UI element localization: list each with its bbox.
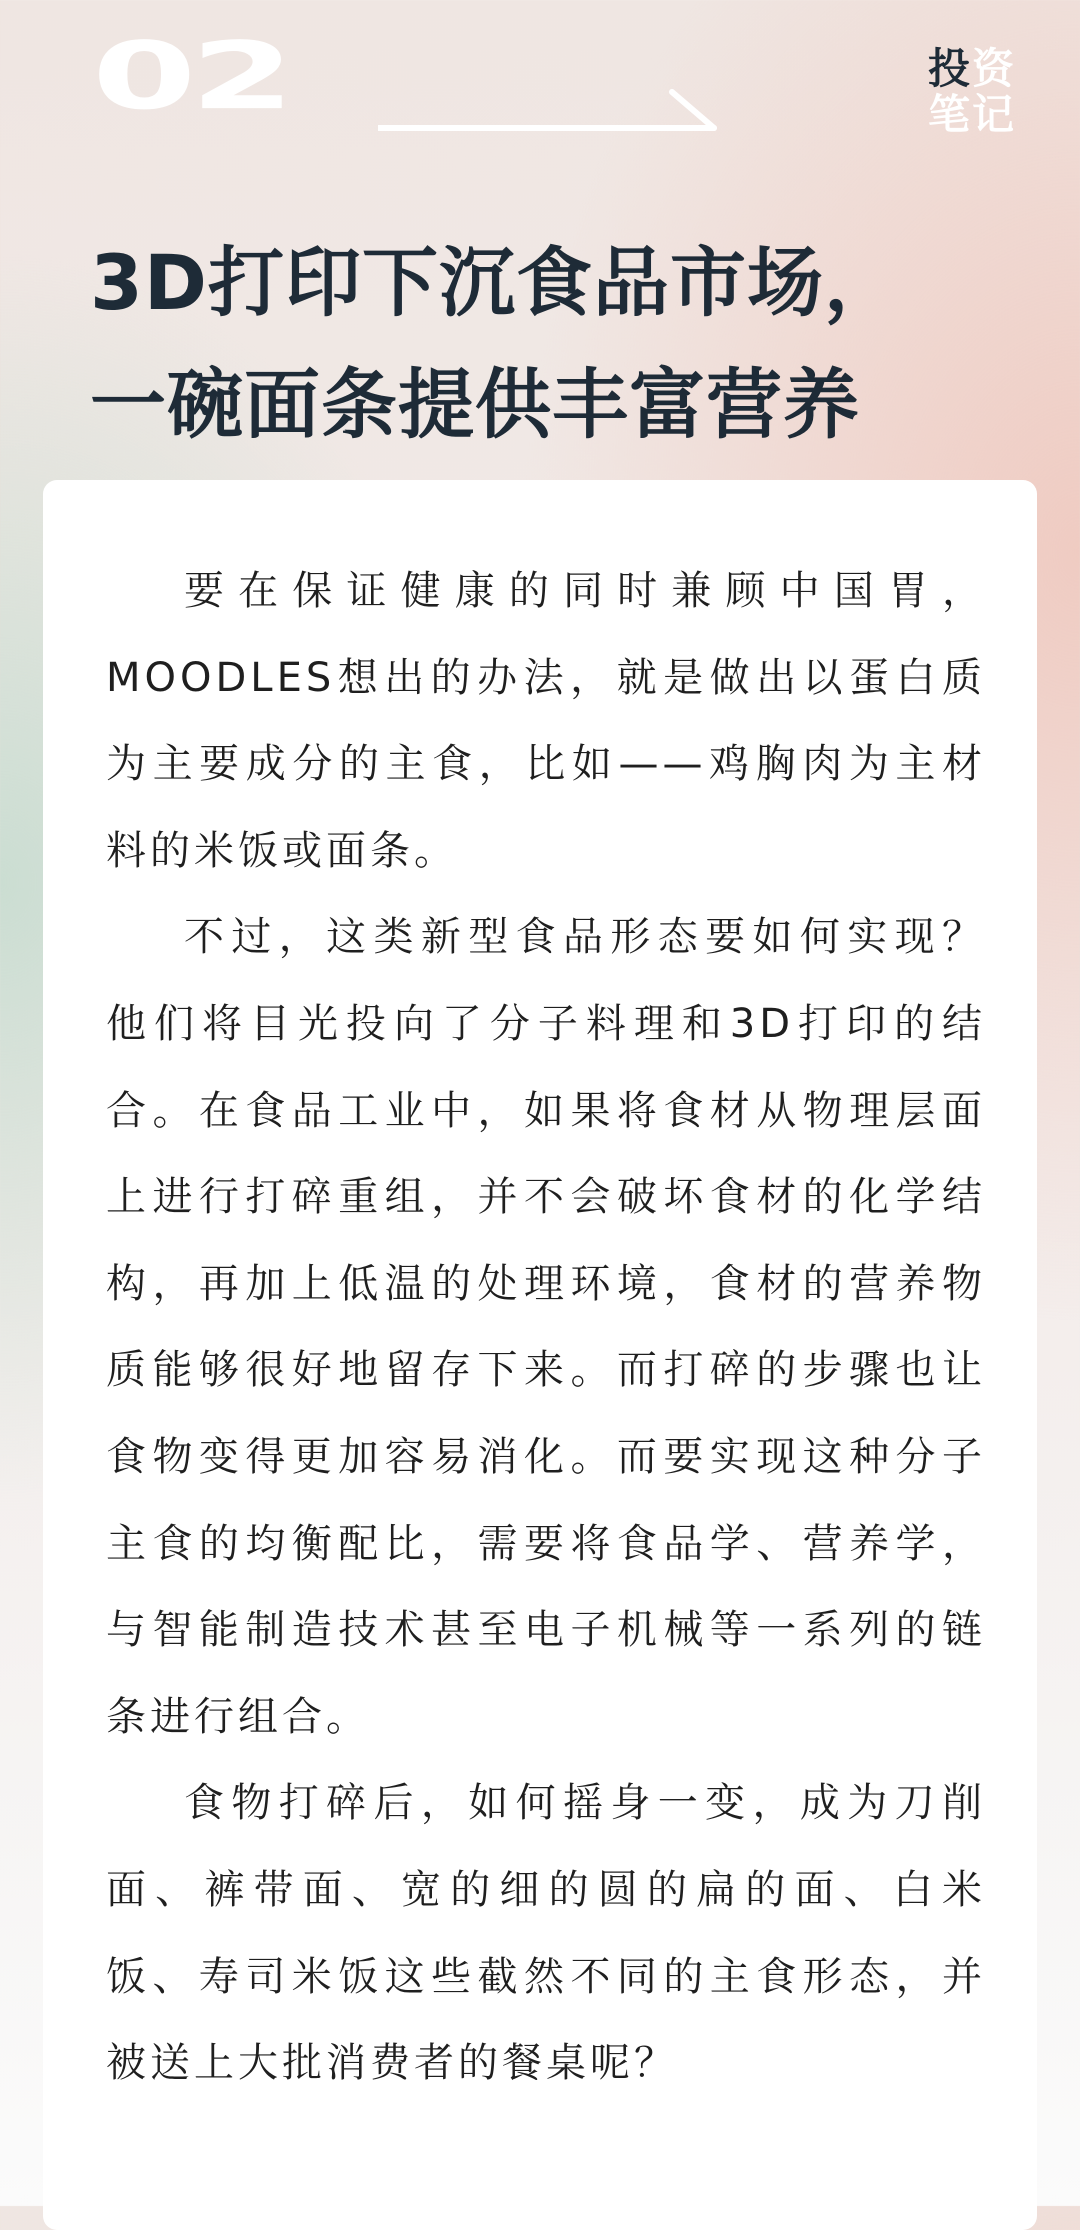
title-line-1: 3D打印下沉食品市场，: [90, 238, 901, 327]
text-line: 构，再加上低温的处理环境，食材的营养物: [106, 1260, 986, 1307]
logo-line-2: 笔记: [928, 90, 1017, 139]
article-title: [90, 222, 1040, 466]
section-number: 02: [92, 22, 289, 131]
text-line: 饭、寿司米饭这些截然不同的主食形态，并: [106, 1953, 986, 2000]
text-line: 与智能制造技术甚至电子机械等一系列的链: [106, 1607, 986, 1654]
article-body: [106, 548, 986, 2107]
text-line: 为主要成分的主食，比如——鸡胸肉为主材: [106, 741, 986, 788]
text-line: 被送上大批消费者的餐桌呢？: [106, 2040, 678, 2087]
text-line: 条进行组合。: [106, 1693, 370, 1740]
text-line: 料的米饭或面条。: [106, 827, 458, 874]
logo-line-1: 投资: [928, 44, 1017, 93]
text-line: 主食的均衡配比，需要将食品学、营养学，: [106, 1520, 986, 1567]
text-line: 面、裤带面、宽的细的圆的扁的面、白米: [106, 1866, 986, 1913]
text-line: 要在保证健康的同时兼顾中国胃，: [184, 568, 986, 614]
paragraph-1: [106, 548, 986, 894]
text-line: 食物变得更加容易消化。而要实现这种分子: [106, 1433, 986, 1480]
text-line: 食物打碎后，如何摇身一变，成为刀削: [184, 1780, 986, 1827]
paragraph-3: [106, 1760, 986, 2106]
paragraph-2: [106, 894, 986, 1760]
text-line: 上进行打碎重组，并不会破坏食材的化学结: [106, 1174, 986, 1221]
text-line: 合。在食品工业中，如果将食材从物理层面: [106, 1087, 986, 1134]
title-line-2: 一碗面条提供丰富营养: [90, 360, 860, 449]
text-line: MOODLES想出的办法，就是做出以蛋白质: [106, 654, 986, 701]
brand-logo: [928, 46, 1024, 138]
text-line: 他们将目光投向了分子料理和3D打印的结: [106, 1000, 986, 1047]
text-line: 不过，这类新型食品形态要如何实现？: [184, 914, 986, 961]
right-arrow-icon: [378, 88, 718, 140]
text-line: 质能够很好地留存下来。而打碎的步骤也让: [106, 1347, 986, 1394]
